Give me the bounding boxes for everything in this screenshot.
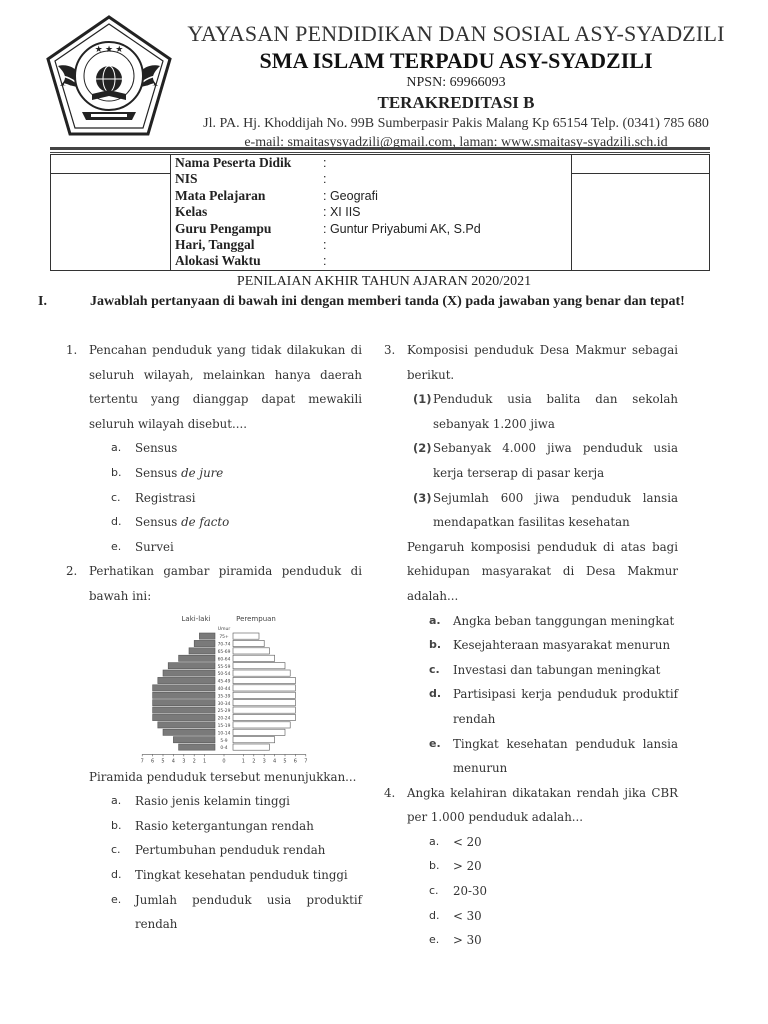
pyramid-age-label: 25-29 [217,708,231,714]
option-c[interactable]: c. 20-30 [429,884,488,899]
option-b[interactable]: b. Kesejahteraan masyarakat menurun [429,638,671,653]
pyramid-label-female: Perempuan [236,614,276,623]
pyramid-age-label: 60-64 [217,656,231,662]
school-logo [44,14,174,138]
option-a[interactable]: a. Rasio jenis kelamin tinggi [111,794,290,809]
letterhead [186,20,726,152]
pyramid-x-tick-label: 7 [140,757,144,764]
pyramid-x-tick-label: 7 [304,757,308,764]
pyramid-bar-female [233,729,285,735]
pyramid-x-tick-label: 2 [252,757,256,764]
option-a[interactable]: a. Sensus [111,441,178,456]
exam-title: PENILAIAN AKHIR TAHUN AJARAN 2020/2021 [236,274,532,289]
question-2 [66,559,362,936]
pyramid-x-tick-label: 6 [151,757,155,764]
pyramid-age-label: 50-54 [217,671,231,677]
pyramid-x-tick-label: 5 [283,757,287,764]
option-d[interactable]: d. Tingkat kesehatan penduduk tinggi [111,867,348,882]
pyramid-x-tick-label: 4 [171,757,175,764]
school-name: SMA ISLAM TERPADU ASY-SYADZILI [259,48,653,73]
pyramid-age-label: 40-44 [217,686,231,692]
pyramid-x-tick-label: 3 [262,757,266,764]
pyramid-bar-female [233,714,295,720]
composition-item-3: (3) Sejumlah 600 jiwa penduduk lansia mendapatkan fasilitas kesehatan [413,490,678,530]
pyramid-label-male: Laki-laki [181,614,211,623]
option-e[interactable]: e. Survei [111,539,174,554]
pyramid-bar-female [233,707,295,713]
pyramid-x-tick-label: 3 [182,757,186,764]
pyramid-bar-male [163,729,215,735]
option-d[interactable]: d. < 30 [429,908,482,923]
pyramid-bar-female [233,633,259,639]
composition-item-2: (2) Sebanyak 4.000 jiwa penduduk usia kerja terserap di pasar kerja [413,441,678,480]
pyramid-bar-female [233,699,295,705]
identity-row-name: Nama Peserta Didik : [175,155,327,170]
section-instruction [38,292,708,312]
pyramid-age-label: 10-14 [217,730,231,736]
option-b[interactable]: b. Rasio ketergantungan rendah [111,818,314,833]
pyramid-bar-female [233,655,275,661]
option-e[interactable]: e. Jumlah penduduk usia produktif rendah [111,892,362,932]
pyramid-bar-male [158,721,215,727]
answer-options [429,609,678,781]
npsn: NPSN: 69966093 [406,75,506,90]
option-d[interactable]: d. Partisipasi kerja penduduk produktif rendah [429,687,678,726]
pyramid-age-label: 35-39 [217,693,231,699]
pyramid-bar-male [168,662,215,668]
identity-left-box [51,155,171,270]
pyramid-age-label: 5-9 [220,738,228,744]
pyramid-age-label: 45-49 [217,679,231,685]
questions-left-column [66,338,362,937]
section-instruction-text: Jawablah pertanyaan di bawah ini dengan memberi tanda (X) pada jawaban yang benar dan tepat! [90,294,685,309]
identity-score-box [571,155,710,270]
pyramid-age-label: 0-4 [220,745,228,751]
pyramid-age-label: 65-69 [217,649,231,655]
question-text: Komposisi penduduk Desa Makmur sebagai berikut. [407,343,678,382]
population-pyramid-figure [133,611,315,764]
question-number: 1. [66,343,78,357]
question-1 [66,338,362,559]
pyramid-x-tick-label: 6 [293,757,297,764]
option-b[interactable]: b. Sensus de jure [111,465,224,480]
question-number: 2. [66,564,78,579]
pyramid-bar-female [233,736,275,742]
option-c[interactable]: c. Pertumbuhan penduduk rendah [111,843,326,858]
svg-text:★ ★ ★: ★ ★ ★ [94,44,124,54]
accreditation: TERAKREDITASI B [377,93,535,112]
pyramid-bar-male [173,736,215,742]
composition-item-1: (1) Penduduk usia balita dan sekolah sebanyak 1.200 jiwa [413,392,678,431]
pyramid-x-tick-label: 1 [203,757,207,764]
question-followup: Piramida penduduk tersebut menunjukkan... [89,769,357,784]
foundation-name: YAYASAN PENDIDIKAN DAN SOSIAL ASY-SYADZILI [187,21,725,46]
pyramid-x-tick-label: 1 [241,757,245,764]
option-c[interactable]: c. Investasi dan tabungan meningkat [429,662,661,677]
question-text: Angka kelahiran dikatakan rendah jika CBR per 1.000 penduduk adalah... [407,785,678,825]
pyramid-bar-female [233,721,290,727]
question-4 [384,781,678,953]
pyramid-age-header: Umur [217,626,231,632]
question-number: 3. [384,343,396,357]
identity-row-duration: Alokasi Waktu : [175,253,327,269]
pyramid-x-tick-label: 0 [222,757,226,764]
pyramid-bar-male [158,677,215,683]
identity-rows [175,155,567,270]
pyramid-bar-female [233,670,290,676]
pyramid-age-label: 70-74 [217,642,231,648]
questions-right-column [384,338,678,953]
question-text: Perhatikan gambar piramida penduduk di bawah ini: [89,564,362,603]
composition-list [407,387,678,535]
pyramid-age-label: 15-19 [217,723,231,729]
pyramid-bar-female [233,692,295,698]
option-c[interactable]: c. Registrasi [111,490,196,505]
question-text: Pencahan penduduk yang tidak dilakukan di seluruh wilayah, melainkan hanya daerah tertentu yang dianggap dapat mewakili seluruh wilayah disebut.... [89,343,362,431]
student-identity-table [50,154,710,271]
option-a[interactable]: a. < 20 [429,834,482,849]
pyramid-x-tick-label: 5 [161,757,165,764]
pyramid-age-label: 55-59 [217,664,231,670]
pyramid-x-tick-label: 4 [273,757,277,764]
pyramid-age-label: 75+ [219,634,229,640]
pyramid-bar-male [179,655,215,661]
pyramid-bar-male [194,640,215,646]
identity-row-nis: NIS : [175,171,327,187]
option-b[interactable]: b. > 20 [429,859,482,874]
pyramid-x-tick-label: 2 [192,757,196,764]
answer-options [111,436,362,559]
pyramid-age-label: 30-34 [217,701,231,707]
identity-row-subject: Mata Pelajaran : Geografi [175,187,378,203]
pyramid-bar-female [233,647,269,653]
pyramid-bar-male [153,684,215,690]
pyramid-bar-female [233,684,295,690]
pyramid-bar-male [199,633,215,639]
letterhead-divider [50,147,710,153]
option-a[interactable]: a. Angka beban tanggungan meningkat [429,613,675,628]
pyramid-bar-male [153,699,215,705]
question-3 [384,338,678,781]
pyramid-bar-female [233,744,269,750]
pyramid-bar-male [153,714,215,720]
pyramid-age-label: 20-24 [217,716,231,722]
pyramid-bar-male [179,744,215,750]
question-number: 4. [384,785,396,800]
pyramid-bar-female [233,640,264,646]
identity-row-date: Hari, Tanggal : [175,236,327,252]
pyramid-bar-male [189,647,215,653]
pyramid-bar-male [153,707,215,713]
pyramid-bar-female [233,662,285,668]
option-e[interactable]: e. > 30 [429,933,482,948]
pyramid-bar-male [153,692,215,698]
question-followup: Pengaruh komposisi penduduk di atas bagi kehidupan masyarakat di Desa Makmur adalah... [407,539,678,603]
answer-options [429,830,678,953]
identity-row-class: Kelas : XI IIS [175,204,361,220]
identity-row-teacher: Guru Pengampu : Guntur Priyabumi AK, S.Pd [175,220,481,236]
section-number: I. [38,294,47,309]
school-contact: e-mail: smaitasysyadzili@gmail.com, laman: www.smaitasy-syadzili.sch.id [244,135,668,150]
pyramid-bar-female [233,677,295,683]
pyramid-bar-male [163,670,215,676]
option-d[interactable]: d. Sensus de facto [111,515,230,530]
option-e[interactable]: e. Tingkat kesehatan penduduk lansia menurun [429,736,678,776]
school-address: Jl. PA. Hj. Khoddijah No. 99B Sumberpasir Pakis Malang Kp 65154 Telp. (0341) 785 680 [203,116,709,131]
answer-options [111,789,362,937]
